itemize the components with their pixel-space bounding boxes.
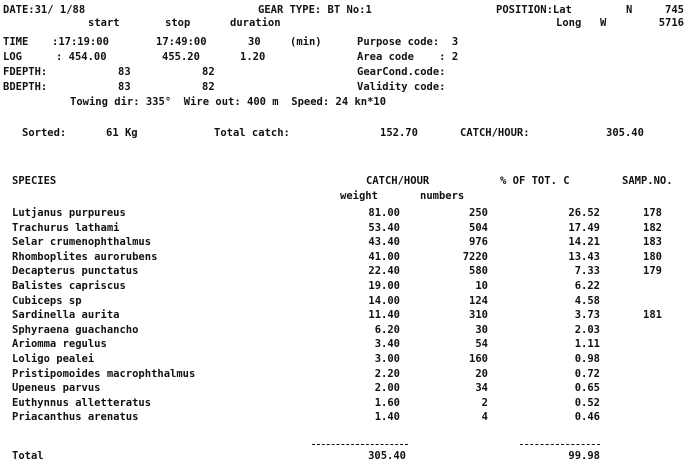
- row-samp: 183: [643, 236, 662, 249]
- total-catch-value: 152.70: [380, 127, 418, 139]
- pct-total-rule: [520, 444, 600, 445]
- row-species: Balistes capriscus: [12, 280, 126, 292]
- row-weight: 1.60: [374, 396, 400, 409]
- position-label: POSITION:Lat: [496, 4, 572, 16]
- row-species: Sphyraena guachancho: [12, 323, 139, 336]
- bdepth-start: 83: [118, 81, 131, 93]
- catch-hour-header: CATCH/HOUR: [366, 175, 430, 187]
- row-weight: 2.00: [374, 382, 400, 395]
- row-weight: 3.00: [374, 353, 400, 365]
- row-pct: 26.52: [568, 207, 600, 219]
- row-weight: 53.40: [368, 221, 400, 234]
- row-numbers: 160: [469, 353, 488, 365]
- catch-hour-label: CATCH/HOUR:: [460, 127, 530, 139]
- row-pct: 6.22: [574, 280, 600, 292]
- row-numbers: 54: [475, 338, 488, 351]
- row-species: Rhomboplites aurorubens: [12, 250, 158, 263]
- row-weight: 43.40: [368, 236, 400, 249]
- row-pct: 0.52: [574, 396, 600, 409]
- validity-code: Validity code:: [357, 81, 446, 93]
- row-pct: 0.72: [574, 367, 600, 380]
- row-numbers: 310: [469, 309, 488, 322]
- bdepth-label: BDEPTH:: [3, 81, 48, 93]
- row-species: Priacanthus arenatus: [12, 411, 139, 424]
- row-pct: 1.11: [574, 338, 600, 351]
- row-species: Ariomma regulus: [12, 338, 107, 351]
- long-direction: W: [600, 17, 607, 29]
- row-weight: 11.40: [368, 309, 400, 322]
- catch-hour-value: 305.40: [606, 127, 644, 139]
- row-weight: 6.20: [374, 323, 400, 336]
- time-start: :17:19:00: [52, 36, 109, 48]
- log-start: : 454.00: [56, 51, 107, 63]
- row-pct: 4.58: [574, 294, 600, 307]
- long-label: Long: [556, 17, 582, 29]
- log-label: LOG: [3, 51, 22, 63]
- total-catch-label: Total catch:: [214, 127, 290, 139]
- total-pct: 99.98: [568, 450, 600, 462]
- sorted-value: 61 Kg: [106, 127, 138, 139]
- gearcond-code: GearCond.code:: [357, 66, 446, 78]
- row-pct: 13.43: [568, 250, 600, 263]
- row-species: Decapterus punctatus: [12, 265, 139, 278]
- row-species: Sardinella aurita: [12, 309, 120, 322]
- row-weight: 1.40: [374, 411, 400, 424]
- pct-total-header: % OF TOT. C: [500, 175, 570, 187]
- row-pct: 0.65: [574, 382, 600, 395]
- row-pct: 0.46: [574, 411, 600, 424]
- row-samp: 178: [643, 207, 662, 219]
- towing-info: Towing dir: 335° Wire out: 400 m Speed: 24 kn*10: [70, 96, 387, 108]
- row-species: Cubiceps sp: [12, 294, 82, 307]
- row-pct: 7.33: [574, 265, 600, 278]
- time-label: TIME: [3, 36, 29, 48]
- total-weight: 305.40: [368, 450, 406, 462]
- row-samp: 182: [643, 221, 662, 234]
- row-samp: 180: [643, 250, 662, 263]
- time-stop: 17:49:00: [156, 36, 207, 48]
- time-duration: 30: [248, 36, 261, 48]
- row-numbers: 34: [475, 382, 488, 395]
- row-numbers: 2: [481, 396, 488, 409]
- time-unit: (min): [290, 36, 322, 48]
- row-species: Trachurus lathami: [12, 221, 120, 234]
- row-pct: 14.21: [568, 236, 600, 249]
- log-stop: 455.20: [162, 51, 200, 63]
- row-species: Lutjanus purpureus: [12, 207, 126, 219]
- row-weight: 14.00: [368, 294, 400, 307]
- row-numbers: 7220: [462, 250, 488, 263]
- row-numbers: 10: [475, 280, 488, 292]
- row-species: Pristipomoides macrophthalmus: [12, 367, 196, 380]
- gear-type-text: GEAR TYPE: BT No:1: [258, 4, 372, 16]
- col-start-label: start: [88, 17, 120, 29]
- row-weight: 81.00: [368, 207, 400, 219]
- fdepth-start: 83: [118, 66, 131, 78]
- total-label: Total: [12, 450, 44, 462]
- weight-total-rule: [312, 444, 408, 445]
- fdepth-label: FDEPTH:: [3, 66, 48, 78]
- log-duration: 1.20: [240, 51, 266, 63]
- numbers-header: numbers: [420, 190, 465, 202]
- samp-no-header: SAMP.NO.: [622, 175, 673, 187]
- fdepth-stop: 82: [202, 66, 215, 78]
- weight-header: weight: [340, 190, 378, 202]
- row-weight: 41.00: [368, 250, 400, 263]
- row-numbers: 504: [469, 221, 488, 234]
- row-samp: 179: [643, 265, 662, 278]
- row-pct: 17.49: [568, 221, 600, 234]
- bdepth-stop: 82: [202, 81, 215, 93]
- row-pct: 2.03: [574, 323, 600, 336]
- row-numbers: 580: [469, 265, 488, 278]
- row-pct: 3.73: [574, 309, 600, 322]
- row-species: Euthynnus alletteratus: [12, 396, 152, 409]
- row-weight: 3.40: [374, 338, 400, 351]
- col-duration-label: duration: [230, 17, 281, 29]
- purpose-code: Purpose code: 3: [357, 36, 459, 48]
- row-species: Upeneus parvus: [12, 382, 101, 395]
- date-text: DATE:31/ 1/88: [3, 4, 86, 16]
- row-pct: 0.98: [574, 353, 600, 365]
- row-numbers: 4: [481, 411, 488, 424]
- row-weight: 19.00: [368, 280, 400, 292]
- row-numbers: 124: [469, 294, 488, 307]
- long-value: 5716: [658, 17, 684, 29]
- row-weight: 2.20: [374, 367, 400, 380]
- row-samp: 181: [643, 309, 662, 322]
- row-numbers: 20: [475, 367, 488, 380]
- row-numbers: 976: [469, 236, 488, 249]
- row-species: Selar crumenophthalmus: [12, 236, 152, 249]
- col-stop-label: stop: [165, 17, 191, 29]
- row-numbers: 250: [469, 207, 488, 219]
- sorted-label: Sorted:: [22, 127, 67, 139]
- lat-direction: N: [626, 4, 633, 16]
- species-header: SPECIES: [12, 175, 57, 187]
- row-species: Loligo pealei: [12, 353, 95, 365]
- area-code: Area code : 2: [357, 51, 459, 63]
- row-numbers: 30: [475, 323, 488, 336]
- lat-value: 745: [665, 4, 684, 16]
- row-weight: 22.40: [368, 265, 400, 278]
